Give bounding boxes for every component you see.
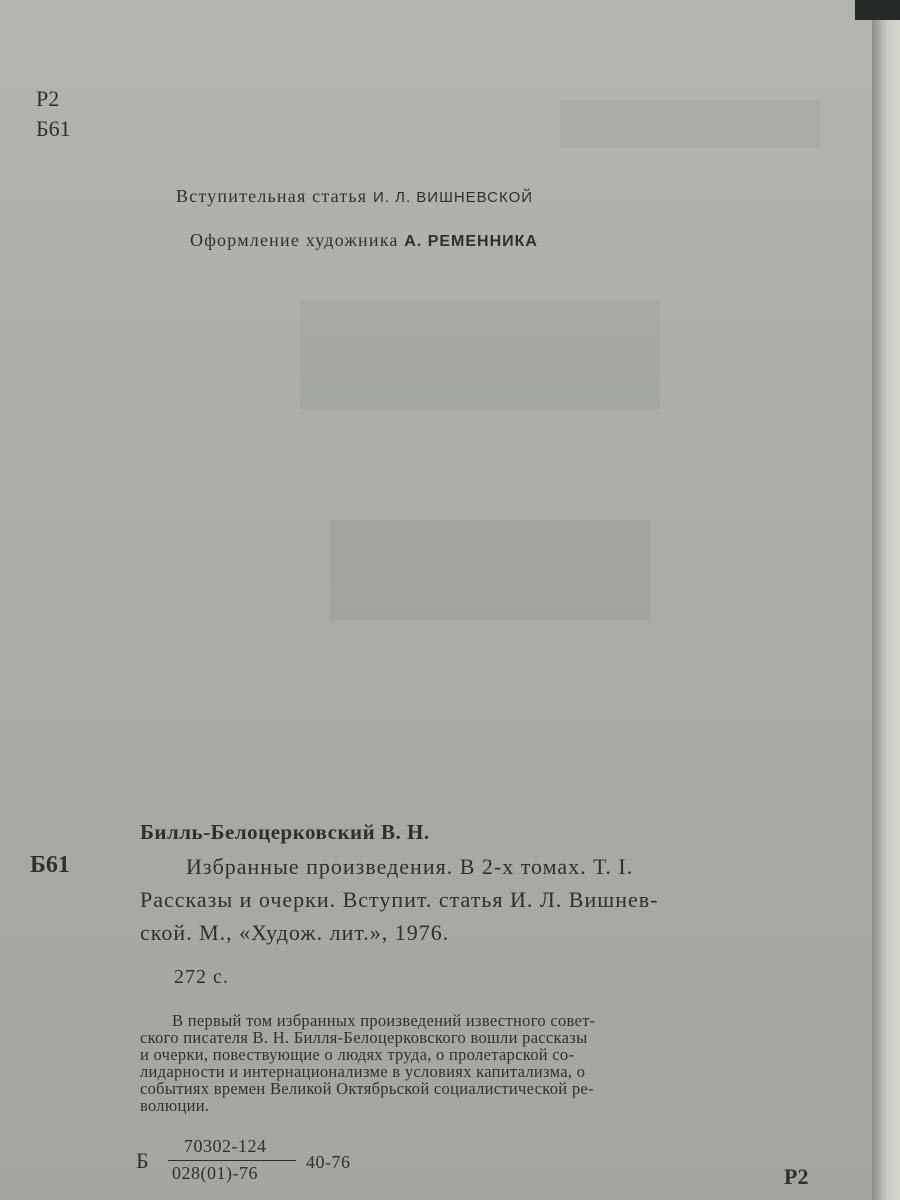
bib-line-1: Избранные произведения. В 2-х томах. Т. I. — [186, 854, 634, 879]
annotation-line-2: ского писателя В. Н. Билля-Белоцерковского вошли рассказы — [140, 1028, 588, 1047]
annotation-line-5: событиях времен Великой Октябрьской социалистической ре- — [140, 1079, 594, 1098]
bib-line-2: Рассказы и очерки. Вступит. статья И. Л. Вишнев- — [140, 887, 659, 912]
show-through-shape — [330, 520, 650, 620]
page-edge — [872, 20, 900, 1200]
bottom-classification-code: Р2 — [784, 1164, 809, 1189]
index-numerator: 70302-124 — [184, 1136, 267, 1156]
design-credit-line — [190, 230, 538, 251]
annotation-line-4: лидарности и интернационализме в условиях капитализма, о — [140, 1062, 586, 1081]
intro-author-name: И. Л. ВИШНЕВСКОЙ — [373, 189, 534, 206]
card-author: Билль-Белоцерковский В. Н. — [140, 820, 430, 844]
annotation-line-1: В первый том избранных произведений известного совет- — [172, 1011, 596, 1030]
index-letter: Б — [136, 1148, 149, 1173]
show-through-shape — [560, 100, 820, 148]
annotation-line-6: волюции. — [140, 1096, 210, 1115]
index-fraction-bar — [168, 1160, 296, 1161]
author-code-top: Б61 — [36, 116, 71, 141]
classification-code-top: Р2 — [36, 86, 60, 111]
designer-name: А. РЕМЕННИКА — [404, 233, 538, 250]
intro-label: Вступительная статья — [176, 186, 368, 206]
card-author-code: Б61 — [30, 852, 70, 878]
show-through-shape — [300, 300, 660, 410]
bib-line-3: ской. М., «Худож. лит.», 1976. — [140, 920, 450, 945]
page-count: 272 с. — [174, 966, 229, 988]
background-corner — [855, 0, 900, 20]
design-label: Оформление художника — [190, 230, 399, 250]
index-suffix: 40-76 — [306, 1152, 351, 1172]
intro-credit-line — [176, 186, 533, 207]
index-denominator: 028(01)-76 — [172, 1163, 258, 1183]
annotation-line-3: и очерки, повествующие о людях труда, о пролетарской со- — [140, 1045, 575, 1064]
